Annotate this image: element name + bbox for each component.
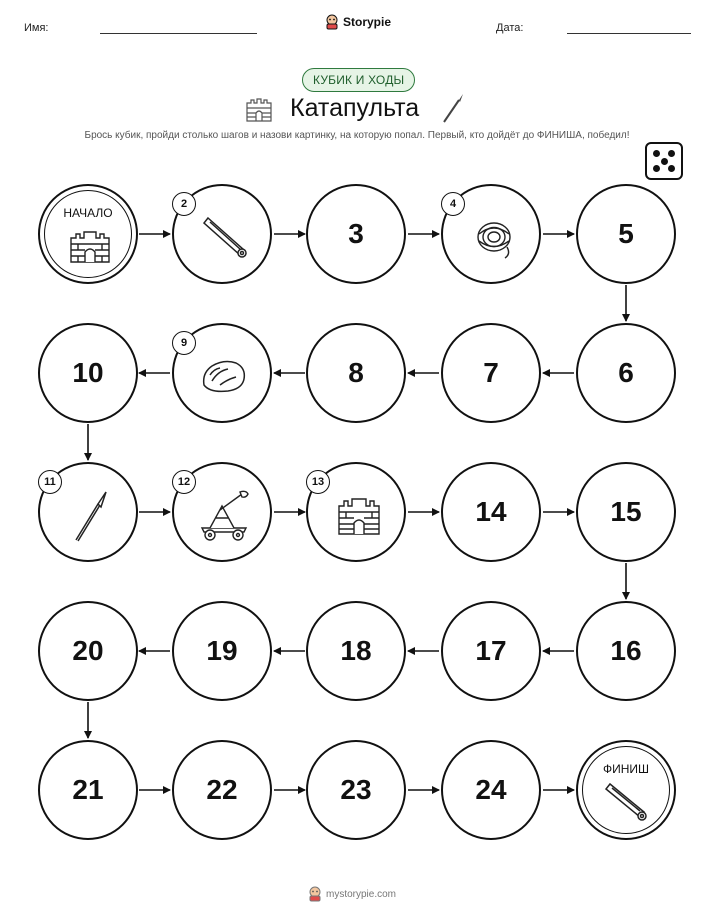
cell-number: 23 — [340, 774, 372, 805]
rope-icon — [471, 214, 517, 260]
footer — [308, 886, 396, 902]
cell-number-badge: 12 — [172, 470, 196, 494]
board-cell-22 — [172, 740, 272, 840]
board-cell-7 — [441, 323, 541, 423]
board-cell-21 — [38, 740, 138, 840]
cell-number: 3 — [348, 218, 364, 249]
cell-number: 21 — [72, 774, 104, 805]
stone-icon — [198, 355, 250, 395]
board-cell-5 — [576, 184, 676, 284]
cell-number: 8 — [348, 357, 364, 388]
cell-number: 5 — [618, 218, 634, 249]
cell-number: 15 — [610, 496, 642, 527]
board-cell-16 — [576, 601, 676, 701]
board-cell-3 — [306, 184, 406, 284]
spear-icon — [68, 488, 112, 544]
footer-url[interactable]: mystorypie.com — [326, 888, 397, 900]
cell-number: 17 — [475, 635, 507, 666]
board-cell-start — [38, 184, 138, 284]
instructions-text: Брось кубик, пройди столько шагов и назови картинку, на которую попал. Первый, кто дойдёт до ФИНИША, победил! — [84, 130, 630, 141]
board-cell-10 — [38, 323, 138, 423]
board-cell-8 — [306, 323, 406, 423]
board-cell-20 — [38, 601, 138, 701]
board-cell-11 — [38, 462, 138, 562]
catapult-icon — [196, 488, 254, 542]
cell-number-badge: 13 — [306, 470, 330, 494]
cell-number: 7 — [483, 357, 499, 388]
cell-number: 6 — [618, 357, 634, 388]
brand-name: Storypie — [343, 15, 392, 29]
cell-number-badge: 4 — [441, 192, 465, 216]
cell-number-badge: 2 — [172, 192, 196, 216]
board-cell-13 — [306, 462, 406, 562]
board-cell-15 — [576, 462, 676, 562]
name-label: Имя: — [24, 22, 49, 34]
board-cell-6 — [576, 323, 676, 423]
cell-number: 18 — [340, 635, 372, 666]
board-cell-2 — [172, 184, 272, 284]
board-cell-24 — [441, 740, 541, 840]
start-label: НАЧАЛО — [63, 206, 113, 220]
wooden-beam-icon — [200, 212, 250, 262]
board-cell-19 — [172, 601, 272, 701]
game-type-badge: КУБИК И ХОДЫ — [302, 68, 415, 92]
board-cell-18 — [306, 601, 406, 701]
cell-number: 24 — [475, 774, 507, 805]
cell-number: 10 — [72, 357, 104, 388]
cell-number-badge: 9 — [172, 331, 196, 355]
board-cell-finish — [576, 740, 676, 840]
board-cell-14 — [441, 462, 541, 562]
board-cell-12 — [172, 462, 272, 562]
cell-number: 14 — [475, 496, 507, 527]
wooden-beam-icon — [604, 780, 650, 824]
storypie-mascot-icon — [308, 886, 322, 902]
cell-number: 20 — [72, 635, 104, 666]
castle-icon — [336, 492, 382, 536]
cell-number: 22 — [206, 774, 238, 805]
castle-icon — [68, 226, 112, 264]
board-cell-17 — [441, 601, 541, 701]
date-label: Дата: — [496, 22, 524, 34]
board-cell-23 — [306, 740, 406, 840]
board-cell-9 — [172, 323, 272, 423]
cell-number: 19 — [206, 635, 238, 666]
board-cell-4 — [441, 184, 541, 284]
cell-number: 16 — [610, 635, 642, 666]
cell-number-badge: 11 — [38, 470, 62, 494]
page-title: Катапульта — [290, 94, 420, 122]
finish-label: ФИНИШ — [602, 762, 650, 776]
